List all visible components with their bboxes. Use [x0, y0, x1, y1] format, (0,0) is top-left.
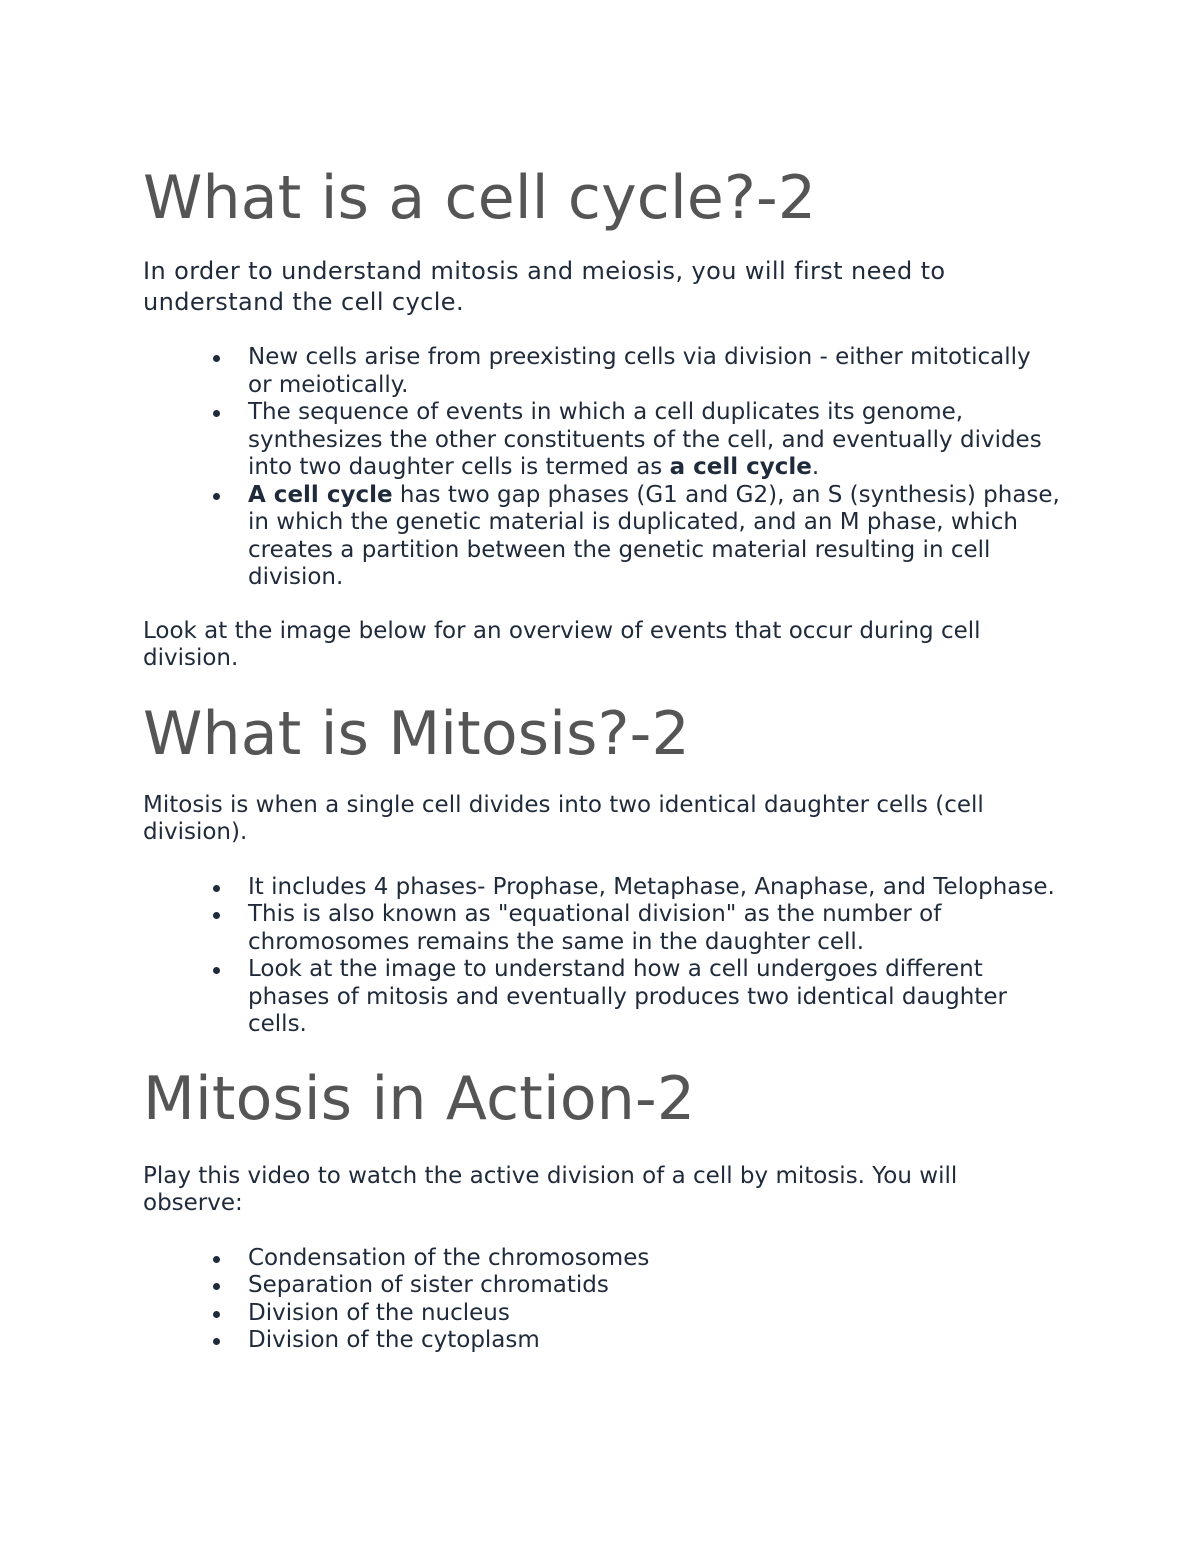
list-item-text: has two gap phases (G1 and G2), an S (synthesis) phase, in which the genetic material is duplicated, and an M phase, which creates a partition between the genetic material resulting in cell division. — [248, 481, 1060, 590]
list-item-text: Division of the nucleus — [248, 1299, 510, 1326]
list-item — [248, 399, 1060, 482]
list-item-text: It includes 4 phases- Prophase, Metaphase, Anaphase, and Telophase. — [248, 873, 1055, 900]
list-item — [248, 1300, 1060, 1328]
list-item — [248, 1272, 1060, 1300]
paragraph-mitosis-intro: Mitosis is when a single cell divides into two identical daughter cells (cell division). — [143, 791, 984, 845]
paragraph-look-at-image: Look at the image below for an overview of events that occur during cell division. — [143, 617, 981, 671]
bullet-list-cell-cycle — [143, 344, 1060, 592]
heading-what-is-a-cell-cycle: What is a cell cycle?-2 — [143, 163, 817, 233]
list-item — [248, 482, 1060, 592]
list-item-text: Separation of sister chromatids — [248, 1272, 609, 1298]
list-item — [248, 1327, 1060, 1355]
paragraph-video-intro: Play this video to watch the active division of a cell by mitosis. You will observe: — [143, 1162, 958, 1216]
list-item-text: Look at the image to understand how a cell undergoes different phases of mitosis and eventually produces two identical daughter cells. — [248, 956, 1007, 1037]
list-item — [248, 901, 1060, 956]
list-item-text: New cells arise from preexisting cells via division - either mitotically or meiotically. — [248, 344, 1031, 398]
bold-term: a cell cycle — [669, 454, 812, 480]
heading-what-is-mitosis: What is Mitosis?-2 — [143, 698, 690, 769]
list-item — [248, 956, 1060, 1039]
list-item-text: . — [811, 454, 820, 480]
list-item-text: Division of the cytoplasm — [248, 1327, 540, 1353]
list-item — [248, 874, 1060, 902]
heading-mitosis-in-action: Mitosis in Action-2 — [143, 1063, 696, 1134]
list-item — [248, 1245, 1060, 1273]
list-item-text: This is also known as "equational division" as the number of chromosomes remains the same in the daughter cell. — [248, 901, 942, 955]
list-item-text: Condensation of the chromosomes — [248, 1244, 650, 1271]
bullet-list-mitosis — [143, 874, 1060, 1039]
bold-term: A cell cycle — [248, 481, 393, 508]
bullet-list-observations — [143, 1245, 1060, 1355]
list-item — [248, 344, 1060, 399]
paragraph-cell-cycle-intro: In order to understand mitosis and meiosis, you will first need to understand the cell cycle. — [143, 257, 946, 316]
list-item-text: The sequence of events in which a cell duplicates its genome, synthesizes the other constituents of the cell, and eventually divides into two daughter cells is termed as — [248, 399, 1042, 480]
